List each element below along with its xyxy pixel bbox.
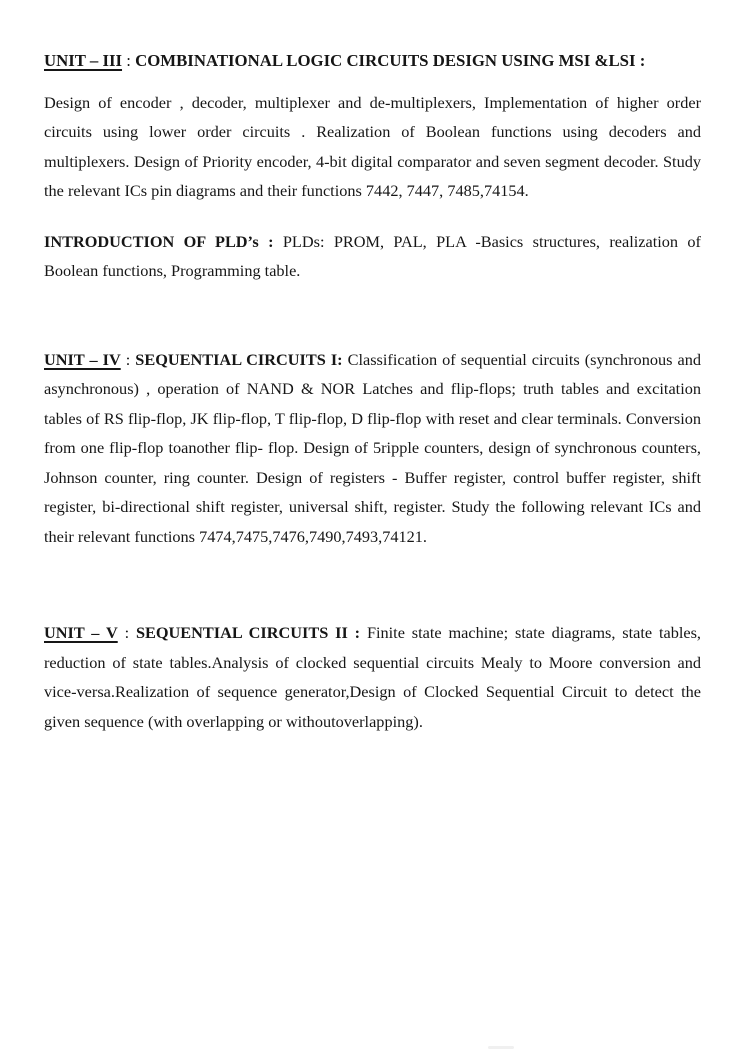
unit5-heading-separator: : (117, 623, 136, 642)
scan-artifact (488, 1046, 514, 1049)
unit3-heading-title: COMBINATIONAL LOGIC CIRCUITS DESIGN USING MSI &LSI : (135, 51, 646, 70)
unit3-body-paragraph: Design of encoder , decoder, multiplexer and de-multiplexers, Implementation of higher order circuits using lower order circuits . Realization of Boolean functions using decoders and multiplexers. Design of Priority encoder, 4-bit digital comparator and seven segment decoder. Study the relevant ICs pin diagrams and their functions 7442, 7447, 7485,74154. (44, 92, 701, 200)
unit5-heading-title: SEQUENTIAL CIRCUITS II : (135, 623, 367, 642)
unit3-heading-separator: : (122, 51, 136, 70)
unit4-paragraph (44, 345, 701, 552)
unit5-heading-unit: UNIT – V (44, 623, 118, 642)
pld-body: PLDs: PROM, PAL, PLA -Basics structures, realization of Boolean functions, Programming table. (44, 231, 701, 280)
unit3-heading (44, 46, 701, 76)
unit5-paragraph (44, 618, 701, 736)
pld-lead: INTRODUCTION OF PLD’s : (44, 231, 283, 251)
unit4-heading-unit: UNIT – IV (44, 349, 121, 369)
unit3-heading-unit: UNIT – III (44, 51, 123, 70)
unit5-body: Finite state machine; state diagrams, state tables, reduction of state tables.Analysis of clocked sequential circuits Mealy to Moore conversion and vice-versa.Realization of sequence generator,Design of Clocked Sequential Circuit to detect the given sequence (with overlapping or withoutoverlapping). (44, 623, 701, 731)
unit4-body: Classification of sequential circuits (synchronous and asynchronous) , operation of NAND & NOR Latches and flip-flops; truth tables and excitation tables of RS flip-flop, JK flip-flop, T flip-flop, D flip-flop with reset and clear terminals. Conversion from one flip-flop toanother flip- flop. Design of 5ripple counters, design of synchronous counters, Johnson counter, ring counter. Design of registers - Buffer register, control buffer register, shift register, bi-directional shift register, universal shift, register. Study the following relevant ICs and their relevant functions 7474,7475,7476,7490,7493,74121. (44, 349, 701, 546)
pld-paragraph (44, 227, 701, 286)
unit4-heading-title: SEQUENTIAL CIRCUITS I: (135, 349, 348, 369)
unit4-heading-separator: : (120, 349, 136, 369)
